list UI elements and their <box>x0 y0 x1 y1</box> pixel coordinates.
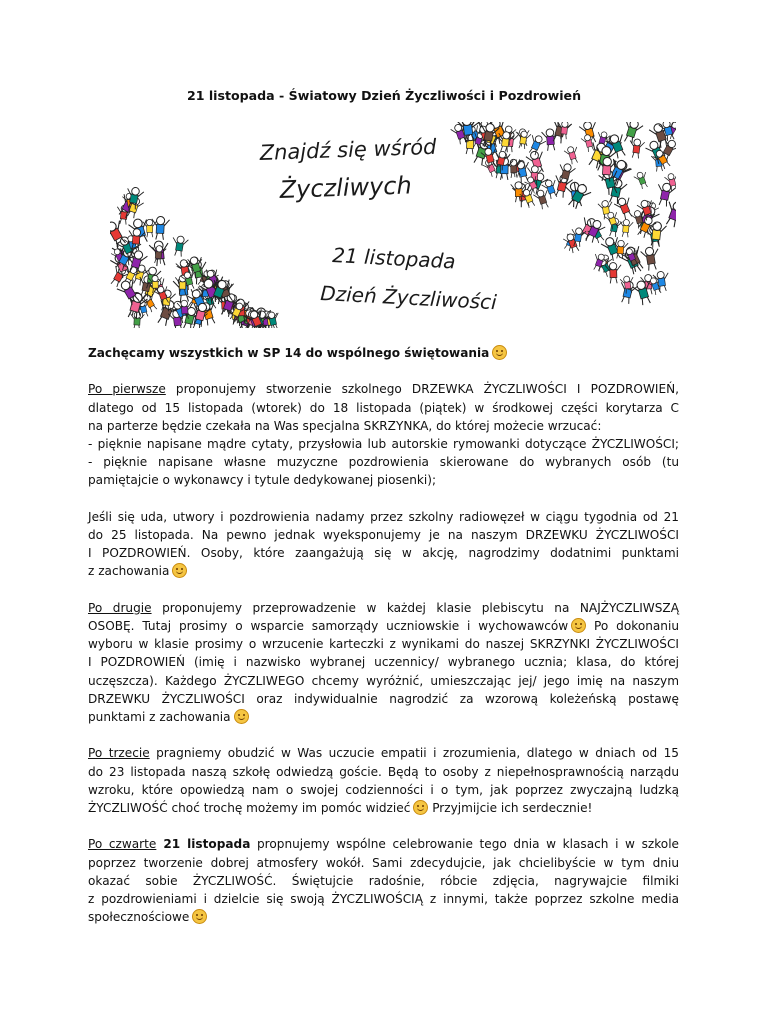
text-line: poprzez tworzenie dobrej atmosfery wokół. Sami zdecydujcie, jak chcielibyście w tym dniu <box>88 855 679 870</box>
banner-line4: Dzień Życzliwości <box>319 281 498 315</box>
paragraph-second <box>88 599 679 726</box>
text-line: społecznościowe <box>88 910 190 925</box>
crowd-left-icon <box>110 186 281 328</box>
text-line: punktami z zachowania <box>88 710 231 725</box>
banner-line1: Znajdź się wśród <box>259 134 437 165</box>
text-line: - pięknie napisane własne muzyczne pozdrowienia skierowane do wybranych osób (tu <box>88 455 679 470</box>
intro-paragraph <box>88 344 679 362</box>
text-line: Po dokonaniu <box>586 619 679 633</box>
banner-line3: 21 listopada <box>331 243 457 274</box>
page-title: 21 listopada - Światowy Dzień Życzliwości i Pozdrowień <box>186 88 582 103</box>
text-line: wzroku, które opowiedzą nam o swojej codzienności i o tym, jak poprzez zwyczajną ludzką <box>88 782 679 797</box>
text-line: pragniemy obudzić w Was uczucie empatii i zrozumienia, dlatego w dniach od 15 <box>149 746 679 761</box>
text-line: Jeśli się uda, utwory i pozdrowienia nadamy przez szkolny radiowęzeł w ciągu tygodnia od 21 <box>88 509 679 524</box>
text-line: uczęszcza). Każdego ŻYCZLIWEGO chcemy wyróżnić, umieszczając jej/ jego imię na naszym <box>88 673 679 688</box>
intro-text: Zachęcamy wszystkich w SP 14 do wspólnego świętowania <box>88 346 490 360</box>
text-line: I POZDROWIEŃ (imię i nazwisko wybranej uczennicy/ wybranego ucznia; klasa, do której <box>88 655 679 670</box>
text-line: z pozdrowieniami i dzielcie się swoją ŻYCZLIWOŚCIĄ z innymi, także poprzez szkolne media <box>88 892 679 907</box>
text-line: wyboru w klasie prosimy o wrzucenie karteczki z wynikami do naszej SKRZYNKI ŻYCZLIWOŚCI <box>88 637 679 652</box>
banner-line2: Życzliwych <box>279 171 413 204</box>
text-line: DRZEWKU ŻYCZLIWOŚCI oraz indywidualnie nagrodzić za wzorową koleżeńską postawę <box>88 691 679 706</box>
text-line: do 25 listopada. Na pewno jednak wyeksponujemy je na naszym DRZEWKU ŻYCZLIWOŚCI <box>88 528 679 542</box>
text-line: pamiętajcie o wykonawcy i tytule dedykowanej piosenki); <box>88 473 437 488</box>
text-line: propnujemy wspólne celebrowanie tego dnia w klasach i w szkole <box>250 837 679 852</box>
paragraph-third <box>88 744 679 817</box>
lead-second: Po drugie <box>88 600 152 615</box>
date-highlight: 21 listopada <box>156 837 251 852</box>
paragraph-fourth <box>88 835 679 926</box>
smiley-icon <box>192 909 207 924</box>
smiley-icon <box>571 618 586 633</box>
lead-fourth: Po czwarte <box>88 837 157 852</box>
smiley-icon <box>492 345 507 360</box>
document-body <box>88 344 679 945</box>
text-line: na parterze będzie czekała na Was specjalna SKRZYNKA, do której możecie wrzucać: <box>88 418 602 433</box>
text-line: Przyjmijcie ich serdecznie! <box>428 801 593 816</box>
text-line: - pięknie napisane mądre cytaty, przysłowia lub autorskie rymowanki dotyczące ŻYCZLIWOŚCI; <box>88 437 679 451</box>
text-line: I POZDROWIEŃ. Osoby, które zaangażują się w akcję, nagrodzimy dodatnimi punktami <box>88 546 679 561</box>
paragraph-first <box>88 380 679 489</box>
smiley-icon <box>234 709 249 724</box>
text-line: proponujemy przeprowadzenie w każdej klasie plebiscytu na NAJŻYCZLIWSZĄ <box>151 600 679 615</box>
smiley-icon <box>413 800 428 815</box>
text-line: okazać sobie ŻYCZLIWOŚĆ. Świętujcie radośnie, róbcie zdjęcia, nagrywajcie filmiki <box>88 873 679 888</box>
text-line: OSOBĘ. Tutaj prosimy o wsparcie samorządy uczniowskie i wychowawców <box>88 619 569 633</box>
crowd-right-icon <box>450 122 676 307</box>
text-line: z zachowania <box>88 564 170 579</box>
text-line: ŻYCZLIWOŚĆ choć trochę możemy im pomóc widzieć <box>88 801 411 816</box>
lead-first: Po pierwsze <box>88 382 166 397</box>
banner-illustration <box>110 122 676 328</box>
paragraph-radio <box>88 508 679 581</box>
text-line: do 23 listopada naszą szkołę odwiedzą goście. Będą to osoby z niepełnosprawnością narządu <box>88 764 679 779</box>
text-line: proponujemy stworzenie szkolnego DRZEWKA ŻYCZLIWOŚCI I POZDROWIEŃ, <box>165 382 679 397</box>
smiley-icon <box>172 563 187 578</box>
text-line: dlatego od 15 listopada (wtorek) do 18 listopada (piątek) w środkowej części korytarza C <box>88 400 679 415</box>
lead-third: Po trzecie <box>88 746 150 761</box>
